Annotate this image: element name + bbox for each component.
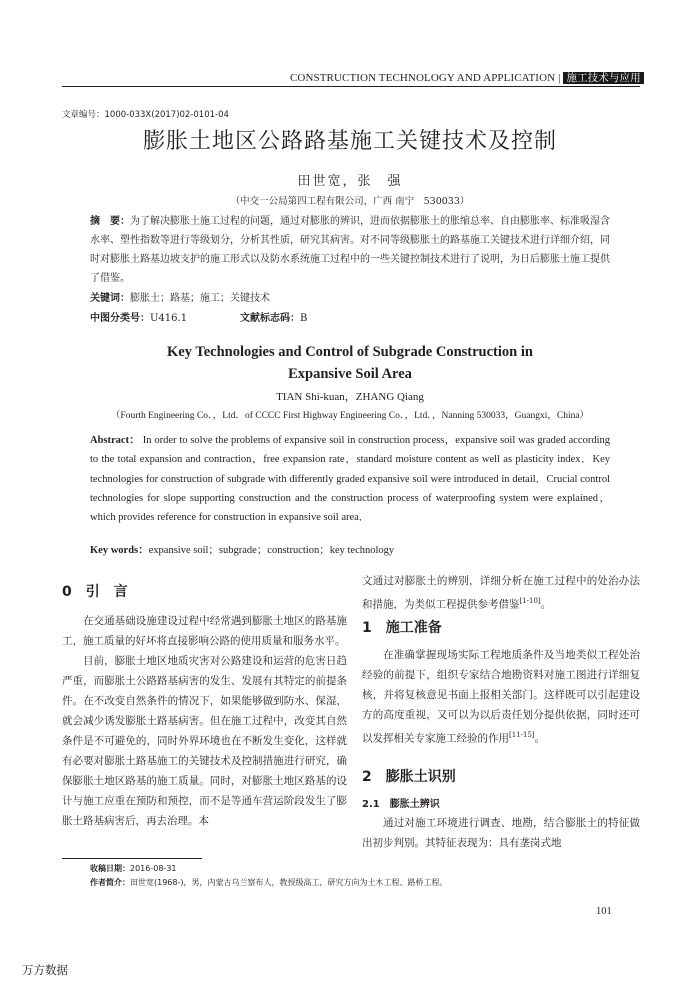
- abstract-zh-text: 为了解决膨胀土施工过程的问题，通过对膨胀的辨识，进而依据膨胀土的胀缩总率、自由膨胀率、标准吸湿含水率、塑性指数等进行等级划分，分析其性质，研究其病害。对不同等级膨胀土的路基施工关键技术进行详细介绍，同时对膨胀土路基边坡支护的施工形式以及防水系统施工过程中的一些关键控制技术进行了说明，为日后膨胀土施工提供了借鉴。: [90, 216, 610, 284]
- author-bio-label: 作者简介：: [90, 878, 130, 887]
- citation: [11-15]: [509, 731, 535, 739]
- document-code: [240, 309, 307, 324]
- section-1-body: [362, 645, 640, 749]
- section-2-heading: 2 膨胀土识别: [362, 769, 456, 785]
- section-tag: 施工技术与应用: [563, 72, 643, 84]
- paragraph-end: 。: [534, 732, 546, 745]
- keywords-zh: [90, 289, 270, 304]
- section-2-1-heading: 2.1 膨胀土辨识: [362, 799, 440, 810]
- citation: [1-10]: [519, 597, 541, 605]
- title-en-line-2: Expansive Soil Area: [288, 366, 412, 382]
- footnote-author: [90, 877, 448, 888]
- author-bio: 田世宽(1968-)，男，内蒙古乌兰察布人，教授级高工，研究方向为土木工程、路桥工程。: [130, 878, 448, 887]
- footnote-rule: [62, 858, 202, 859]
- keywords-en-label: Key words：: [90, 545, 149, 556]
- affiliation-en: （Fourth Engineering Co．，Ltd．of CCCC First Highway Engineering Co．，Ltd．，Nanning 530033，Guangxi，China）: [110, 411, 590, 421]
- right-column-continuation: [362, 571, 640, 615]
- journal-name: CONSTRUCTION TECHNOLOGY AND APPLICATION: [290, 72, 556, 84]
- title-en-line-1: Key Technologies and Control of Subgrade Construction in: [167, 344, 533, 360]
- abstract-zh: [90, 212, 610, 288]
- header-rule: [62, 86, 640, 87]
- section-1-heading: 1 施工准备: [362, 620, 442, 636]
- footnote-received: [90, 863, 177, 874]
- abstract-en-text: In order to solve the problems of expansive soil in construction process，expansive soil was graded according to the total expansion and contraction，free expansion rate，standard moisture content as well as plasticity index．Key technologies for construction of subgrade with differently graded expansive soil were introduced in detail．Crucial control technologies for slope supporting construction and the construction process of waterproofing system were explained，which provides reference for construction in expansive soil area．: [90, 435, 610, 524]
- article-number: 文章编号：1000-033X(2017)02-0101-04: [62, 110, 229, 120]
- abstract-en-label: Abstract：: [90, 435, 140, 446]
- classification-value: U416.1: [150, 313, 188, 324]
- paragraph: 在交通基础设施建设过程中经常遇到膨胀土地区的路基施工，施工质量的好坏将直接影响公路的使用质量和服务水平。: [62, 615, 347, 647]
- keywords-zh-label: 关键词：: [90, 293, 130, 304]
- watermark: 万方数据: [22, 963, 68, 977]
- running-header: [290, 70, 644, 85]
- authors-en: TIAN Shi-kuan，ZHANG Qiang: [276, 391, 424, 403]
- keywords-zh-text: 膨胀土；路基；施工；关键技术: [130, 293, 270, 304]
- received-label: 收稿日期：: [90, 864, 130, 873]
- abstract-zh-label: 摘 要：: [90, 216, 130, 227]
- header-separator: |: [558, 72, 561, 84]
- abstract-en: [90, 431, 610, 527]
- section-2-1-body: [362, 813, 640, 853]
- classification: [90, 309, 187, 324]
- authors-zh: 田世宽，张 强: [297, 174, 403, 189]
- paragraph: 通过对施工环境进行调查、地勘，结合膨胀土的特征做出初步判别。其特征表现为：具有垄岗式地: [362, 817, 640, 849]
- title-en: [0, 341, 700, 385]
- document-code-value: B: [300, 313, 308, 324]
- page-number: 101: [596, 906, 612, 917]
- left-column-body: [62, 611, 347, 831]
- paragraph: 在准确掌握现场实际工程地质条件及当地类似工程处治经验的前提下，组织专家结合地勘资料对施工图进行详细复核，并将复核意见书面上报相关部门。这样既可以引起建设方的高度重视，又可以为以后责任划分提供依据，同时还可以发挥相关专家施工经验的作用: [362, 649, 640, 745]
- affiliation-zh: （中交一公局第四工程有限公司，广西 南宁 530033）: [230, 196, 470, 207]
- received-date: 2016-08-31: [130, 864, 177, 873]
- keywords-en: [90, 542, 394, 557]
- paragraph-end: 。: [540, 598, 552, 611]
- paragraph: 目前，膨胀土地区地质灾害对公路建设和运营的危害日趋严重，而膨胀土公路路基病害的发生、发展有其特定的前提条件。在不改变自然条件的情况下，如果能够做到防水、保湿，就会减少诱发膨胀土路基病害。但在施工过程中，改变其自然条件是不可避免的，同时外界环境也在不断发生变化，这样就有必要对膨胀土路基施工的关键技术及控制措施进行研究，确保膨胀土地区路基的施工质量。同时，对膨胀土地区路基的设计与施工应重在预防和预控，而不是等通车营运阶段发生了膨胀土路基病害后，再去治理。本: [62, 655, 347, 827]
- document-code-label: 文献标志码：: [240, 313, 300, 324]
- section-0-heading: 0 引 言: [62, 584, 128, 600]
- paragraph-continued: 文通过对膨胀土的辨别，详细分析在施工过程中的处治办法和措施，为类似工程提供参考借鉴: [362, 575, 640, 611]
- classification-label: 中图分类号：: [90, 313, 150, 324]
- keywords-en-text: expansive soil；subgrade；construction；key technology: [148, 545, 395, 556]
- title-zh: 膨胀土地区公路路基施工关键技术及控制: [142, 129, 557, 154]
